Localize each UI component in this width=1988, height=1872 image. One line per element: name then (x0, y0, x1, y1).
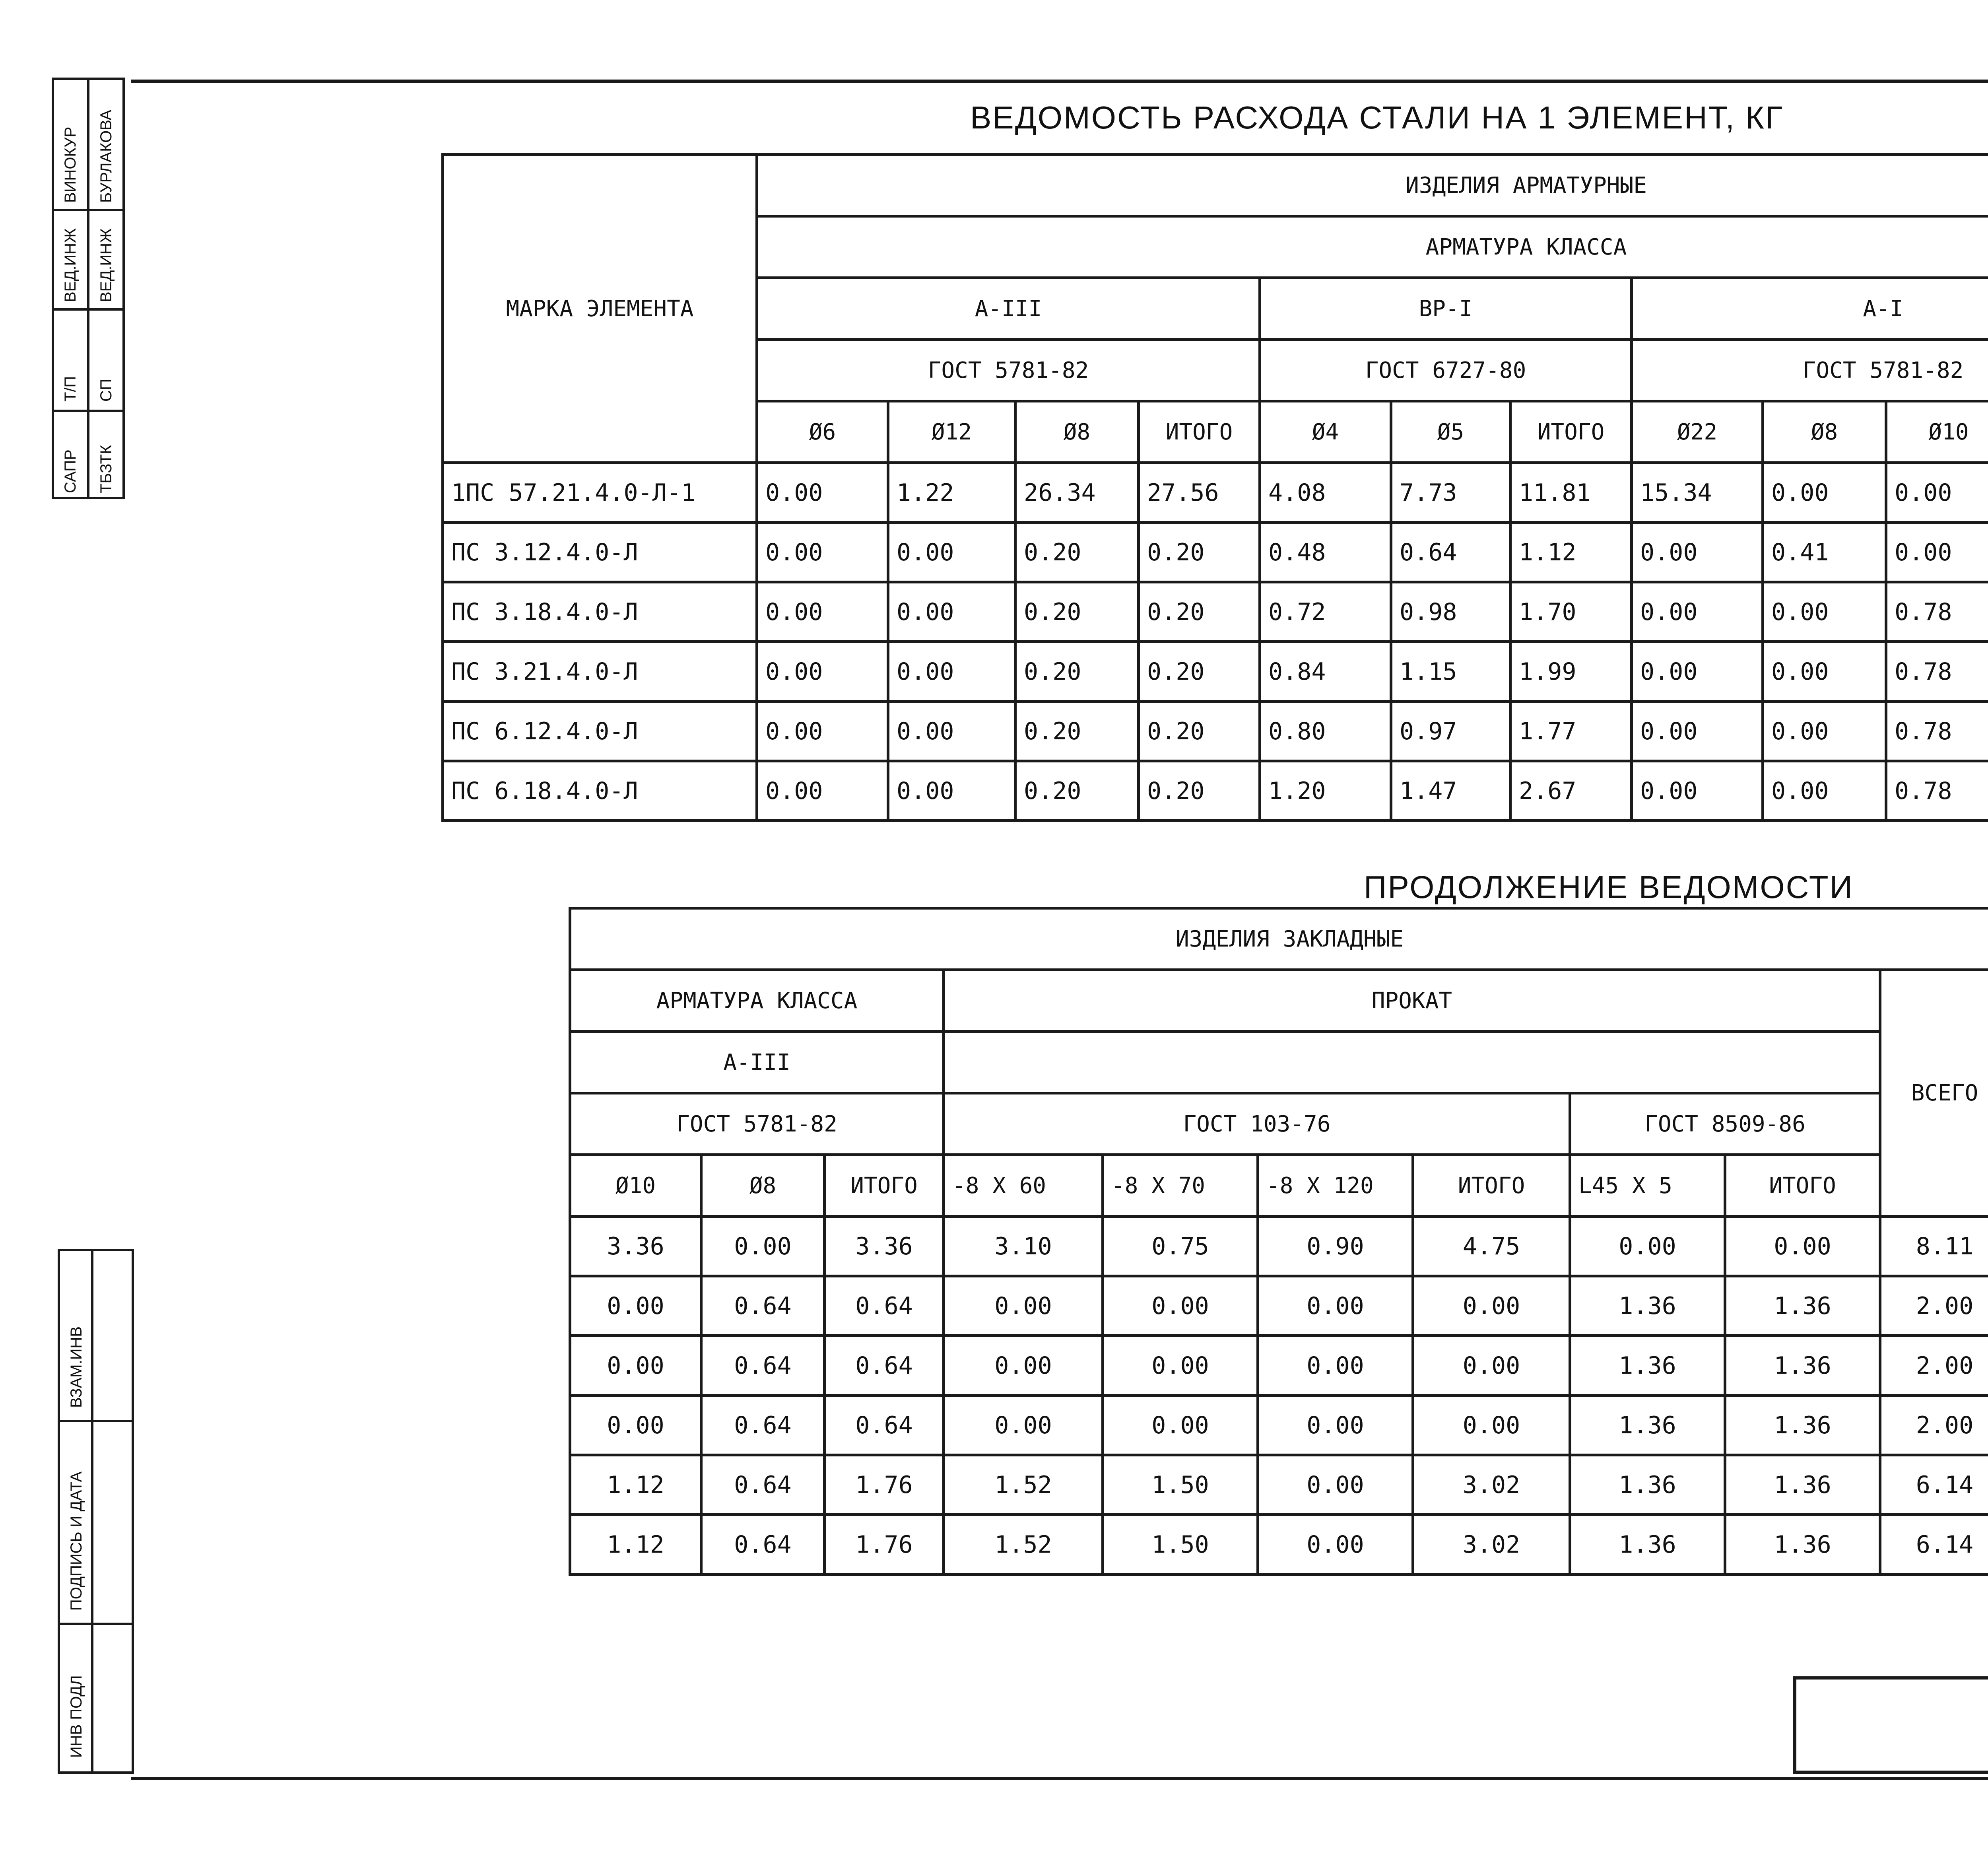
table-cell: 0.00 (1632, 523, 1763, 582)
table-cell: 1.36 (1725, 1396, 1880, 1455)
table-cell: 0.00 (757, 582, 888, 642)
table-cell: 0.72 (1260, 582, 1391, 642)
table-cell: 0.00 (570, 1276, 701, 1336)
table-cell: 0.00 (1632, 702, 1763, 761)
table-cell: 0.00 (888, 702, 1015, 761)
column-header: ИТОГО (825, 1155, 944, 1217)
table-row (570, 1336, 1988, 1396)
table-cell: 1.15 (1391, 642, 1510, 702)
header-gost: ГОСТ 8509-86 (1570, 1093, 1880, 1155)
table-cell: 3.36 (825, 1217, 944, 1276)
table-cell: 0.64 (825, 1336, 944, 1396)
table-cell: 1.12 (1510, 523, 1632, 582)
table-cell: 11.81 (1510, 463, 1632, 523)
table-cell: 3.02 (1413, 1515, 1570, 1575)
table-cell: 0.64 (701, 1455, 825, 1515)
table-cell: 0.00 (944, 1276, 1103, 1336)
column-header: Ø12 (888, 401, 1015, 463)
table-row (570, 1396, 1988, 1455)
table-cell: 0.00 (1632, 642, 1763, 702)
column-header: ИТОГО (1510, 401, 1632, 463)
table-cell: 3.02 (1413, 1455, 1570, 1515)
table-cell: 0.00 (1570, 1217, 1725, 1276)
table-cell: 0.97 (1391, 702, 1510, 761)
table-cell: 1.76 (825, 1515, 944, 1575)
column-header: Ø5 (1391, 401, 1510, 463)
table-cell: 3.10 (944, 1217, 1103, 1276)
table-cell: 0.00 (1763, 761, 1886, 821)
table-cell: 0.00 (1632, 761, 1763, 821)
table1-title: ВЕДОМОСТЬ РАСХОДА СТАЛИ НА 1 ЭЛЕМЕНТ, КГ (970, 100, 1784, 135)
table-cell: 6.14 (1880, 1455, 1988, 1515)
element-mark-cell: ПС 3.12.4.0-Л (443, 523, 757, 582)
table-cell: 0.00 (1763, 642, 1886, 702)
table-cell: 0.00 (1725, 1217, 1880, 1276)
table-row (570, 1276, 1988, 1336)
table-cell: 0.20 (1015, 702, 1139, 761)
table-cell: 1.47 (1391, 761, 1510, 821)
table-cell: 0.00 (1886, 523, 1988, 582)
table-cell: 1.36 (1570, 1515, 1725, 1575)
table-row (570, 1515, 1988, 1575)
table-cell: 0.20 (1015, 582, 1139, 642)
element-mark-cell: ПС 3.18.4.0-Л (443, 582, 757, 642)
header-armatura-klassa: АРМАТУРА КЛАССА (757, 216, 1988, 278)
table-cell: 0.84 (1260, 642, 1391, 702)
table-cell: 27.56 (1139, 463, 1260, 523)
table-cell: 1.52 (944, 1515, 1103, 1575)
element-mark-cell: ПС 6.18.4.0-Л (443, 761, 757, 821)
table-cell: 0.64 (701, 1396, 825, 1455)
table-cell: 0.00 (1258, 1455, 1413, 1515)
table-cell: 1.70 (1510, 582, 1632, 642)
table-row (443, 582, 1988, 642)
table-cell: 6.14 (1880, 1515, 1988, 1575)
column-header: Ø6 (757, 401, 888, 463)
table-cell: 0.00 (944, 1336, 1103, 1396)
header-gost: ГОСТ 103-76 (944, 1093, 1570, 1155)
table-cell: 0.64 (1391, 523, 1510, 582)
table-cell: 0.00 (1103, 1336, 1258, 1396)
table-cell: 1.36 (1570, 1336, 1725, 1396)
stamp-org: САПР (62, 449, 79, 493)
table-cell: 1.52 (944, 1455, 1103, 1515)
table-cell: 0.00 (701, 1217, 825, 1276)
table-cell: 4.08 (1260, 463, 1391, 523)
table-cell: 0.64 (701, 1515, 825, 1575)
table2-title: ПРОДОЛЖЕНИЕ ВЕДОМОСТИ (1364, 869, 1854, 905)
table-cell: 0.20 (1139, 523, 1260, 582)
table-cell: 0.00 (1258, 1515, 1413, 1575)
table-cell: 0.41 (1763, 523, 1886, 582)
table-cell: 0.00 (1103, 1276, 1258, 1336)
table-cell: 1.36 (1725, 1336, 1880, 1396)
table-cell: 7.73 (1391, 463, 1510, 523)
table-cell: 1.99 (1510, 642, 1632, 702)
table-cell: 0.90 (1258, 1217, 1413, 1276)
header-izdelia-zakladnye: ИЗДЕЛИЯ ЗАКЛАДНЫЕ (570, 908, 1988, 970)
header-izdelia: ИЗДЕЛИЯ АРМАТУРНЫЕ (757, 155, 1988, 216)
table-cell: 1.36 (1725, 1455, 1880, 1515)
column-header: Ø4 (1260, 401, 1391, 463)
stamp-role: ВЕД.ИНЖ (62, 228, 79, 302)
table-cell: 0.75 (1103, 1217, 1258, 1276)
header-armatura-klassa: АРМАТУРА КЛАССА (570, 970, 944, 1032)
table-row (443, 642, 1988, 702)
stamp-dept: СП (97, 379, 115, 402)
column-header: Ø10 (1886, 401, 1988, 463)
table-cell: 0.00 (757, 523, 888, 582)
title-block (1793, 1676, 1988, 1774)
table-cell: 1.12 (570, 1515, 701, 1575)
table-cell: 0.98 (1391, 582, 1510, 642)
table-cell: 2.00 (1880, 1276, 1988, 1336)
header-vsego: ВСЕГО (1880, 970, 1988, 1217)
table-cell: 0.78 (1886, 642, 1988, 702)
table-cell: 1.36 (1725, 1515, 1880, 1575)
table-cell: 0.00 (757, 642, 888, 702)
table-cell: 0.00 (757, 761, 888, 821)
element-mark-cell: 1ПС 57.21.4.0-Л-1 (443, 463, 757, 523)
element-mark-cell: ПС 3.21.4.0-Л (443, 642, 757, 702)
table-cell: 1.20 (1260, 761, 1391, 821)
table-cell: 0.00 (1413, 1276, 1570, 1336)
table-cell: 1.36 (1725, 1276, 1880, 1336)
table-cell: 0.20 (1015, 642, 1139, 702)
column-header: L45 X 5 (1570, 1155, 1725, 1217)
table-cell: 0.20 (1015, 523, 1139, 582)
table-cell: 2.67 (1510, 761, 1632, 821)
stamp-org: ТБЗТК (97, 445, 115, 493)
table-cell: 26.34 (1015, 463, 1139, 523)
table-cell: 1.36 (1570, 1455, 1725, 1515)
table-cell: 0.00 (757, 463, 888, 523)
header-class: А-I (1632, 278, 1988, 340)
stamp-podpis: ПОДПИСЬ И ДАТА (68, 1471, 85, 1611)
header-marka: МАРКА ЭЛЕМЕНТА (443, 155, 757, 463)
table-cell: 2.00 (1880, 1396, 1988, 1455)
table-cell: 0.80 (1260, 702, 1391, 761)
header-gost: ГОСТ 5781-82 (757, 340, 1260, 401)
table-cell: 4.75 (1413, 1217, 1570, 1276)
table-row (443, 702, 1988, 761)
header-class: А-III (757, 278, 1260, 340)
column-header: Ø8 (701, 1155, 825, 1217)
column-header: Ø10 (570, 1155, 701, 1217)
stamp-name: ВИНОКУР (62, 126, 79, 203)
table-cell: 0.00 (570, 1336, 701, 1396)
table-row (443, 761, 1988, 821)
table-cell: 0.78 (1886, 761, 1988, 821)
element-mark-cell: ПС 6.12.4.0-Л (443, 702, 757, 761)
table-cell: 1.22 (888, 463, 1015, 523)
table-cell: 0.64 (701, 1336, 825, 1396)
header-gost: ГОСТ 5781-82 (570, 1093, 944, 1155)
table1-body (443, 463, 1988, 821)
table-cell: 1.36 (1570, 1396, 1725, 1455)
column-header: ИТОГО (1725, 1155, 1880, 1217)
table-cell: 0.00 (1103, 1396, 1258, 1455)
table-cell: 1.36 (1570, 1276, 1725, 1336)
table-row (570, 1455, 1988, 1515)
column-header: -8 X 70 (1103, 1155, 1258, 1217)
table-cell: 0.64 (701, 1276, 825, 1336)
table-cell: 2.00 (1880, 1336, 1988, 1396)
table-row (570, 1217, 1988, 1276)
column-header-row (570, 1155, 1988, 1217)
table-cell: 1.76 (825, 1455, 944, 1515)
table-cell: 0.00 (1258, 1336, 1413, 1396)
table-cell: 0.00 (888, 761, 1015, 821)
table-cell: 0.00 (1886, 463, 1988, 523)
table-cell: 1.77 (1510, 702, 1632, 761)
table-cell: 0.48 (1260, 523, 1391, 582)
table-cell: 0.00 (570, 1396, 701, 1455)
table-cell: 0.00 (1413, 1396, 1570, 1455)
table-cell: 0.00 (1632, 582, 1763, 642)
table-cell: 0.20 (1015, 761, 1139, 821)
table-cell: 1.50 (1103, 1455, 1258, 1515)
stamp-name: БУРЛАКОВА (97, 109, 115, 203)
table-cell: 0.00 (1763, 702, 1886, 761)
column-header: Ø8 (1763, 401, 1886, 463)
column-header: -8 X 120 (1258, 1155, 1413, 1217)
table-cell: 0.00 (1413, 1336, 1570, 1396)
table-cell: 0.00 (944, 1396, 1103, 1455)
table2-body (570, 1217, 1988, 1575)
stamp-inv-podl: ИНВ ПОДЛ (68, 1675, 85, 1758)
stamp-zam-inv: ВЗАМ.ИНВ (68, 1326, 85, 1408)
stamp-role: ВЕД.ИНЖ (97, 228, 115, 302)
table-cell: 0.20 (1139, 761, 1260, 821)
stamp-dept: Т/П (62, 376, 79, 402)
table-cell: 1.50 (1103, 1515, 1258, 1575)
table-cell: 15.34 (1632, 463, 1763, 523)
table-cell: 0.00 (1258, 1276, 1413, 1336)
column-header: ИТОГО (1413, 1155, 1570, 1217)
embedded-parts-table (569, 907, 1988, 1576)
header-prokat: ПРОКАТ (944, 970, 1880, 1032)
column-header: Ø22 (1632, 401, 1763, 463)
column-header: -8 X 60 (944, 1155, 1103, 1217)
table-cell: 0.20 (1139, 642, 1260, 702)
table-cell: 0.64 (825, 1276, 944, 1336)
header-gost: ГОСТ 5781-82 (1632, 340, 1988, 401)
table-cell: 0.00 (757, 702, 888, 761)
column-header: Ø8 (1015, 401, 1139, 463)
table-cell: 0.00 (1763, 582, 1886, 642)
table-row (443, 463, 1988, 523)
header-gost: ГОСТ 6727-80 (1260, 340, 1632, 401)
table-cell: 0.78 (1886, 582, 1988, 642)
table-cell: 0.78 (1886, 702, 1988, 761)
table-cell: 0.00 (888, 523, 1015, 582)
steel-table (441, 153, 1988, 822)
table-cell: 3.36 (570, 1217, 701, 1276)
header-class: ВР-I (1260, 278, 1632, 340)
table-cell: 0.00 (888, 582, 1015, 642)
table-cell: 8.11 (1880, 1217, 1988, 1276)
table-cell: 1.12 (570, 1455, 701, 1515)
table-cell: 0.00 (1763, 463, 1886, 523)
table-cell: 0.64 (825, 1396, 944, 1455)
table-cell: 0.00 (888, 642, 1015, 702)
header-class: А-III (570, 1032, 944, 1093)
table-row (443, 523, 1988, 582)
table-cell: 0.20 (1139, 702, 1260, 761)
table-cell: 0.00 (1258, 1396, 1413, 1455)
column-header: ИТОГО (1139, 401, 1260, 463)
table-cell: 0.20 (1139, 582, 1260, 642)
